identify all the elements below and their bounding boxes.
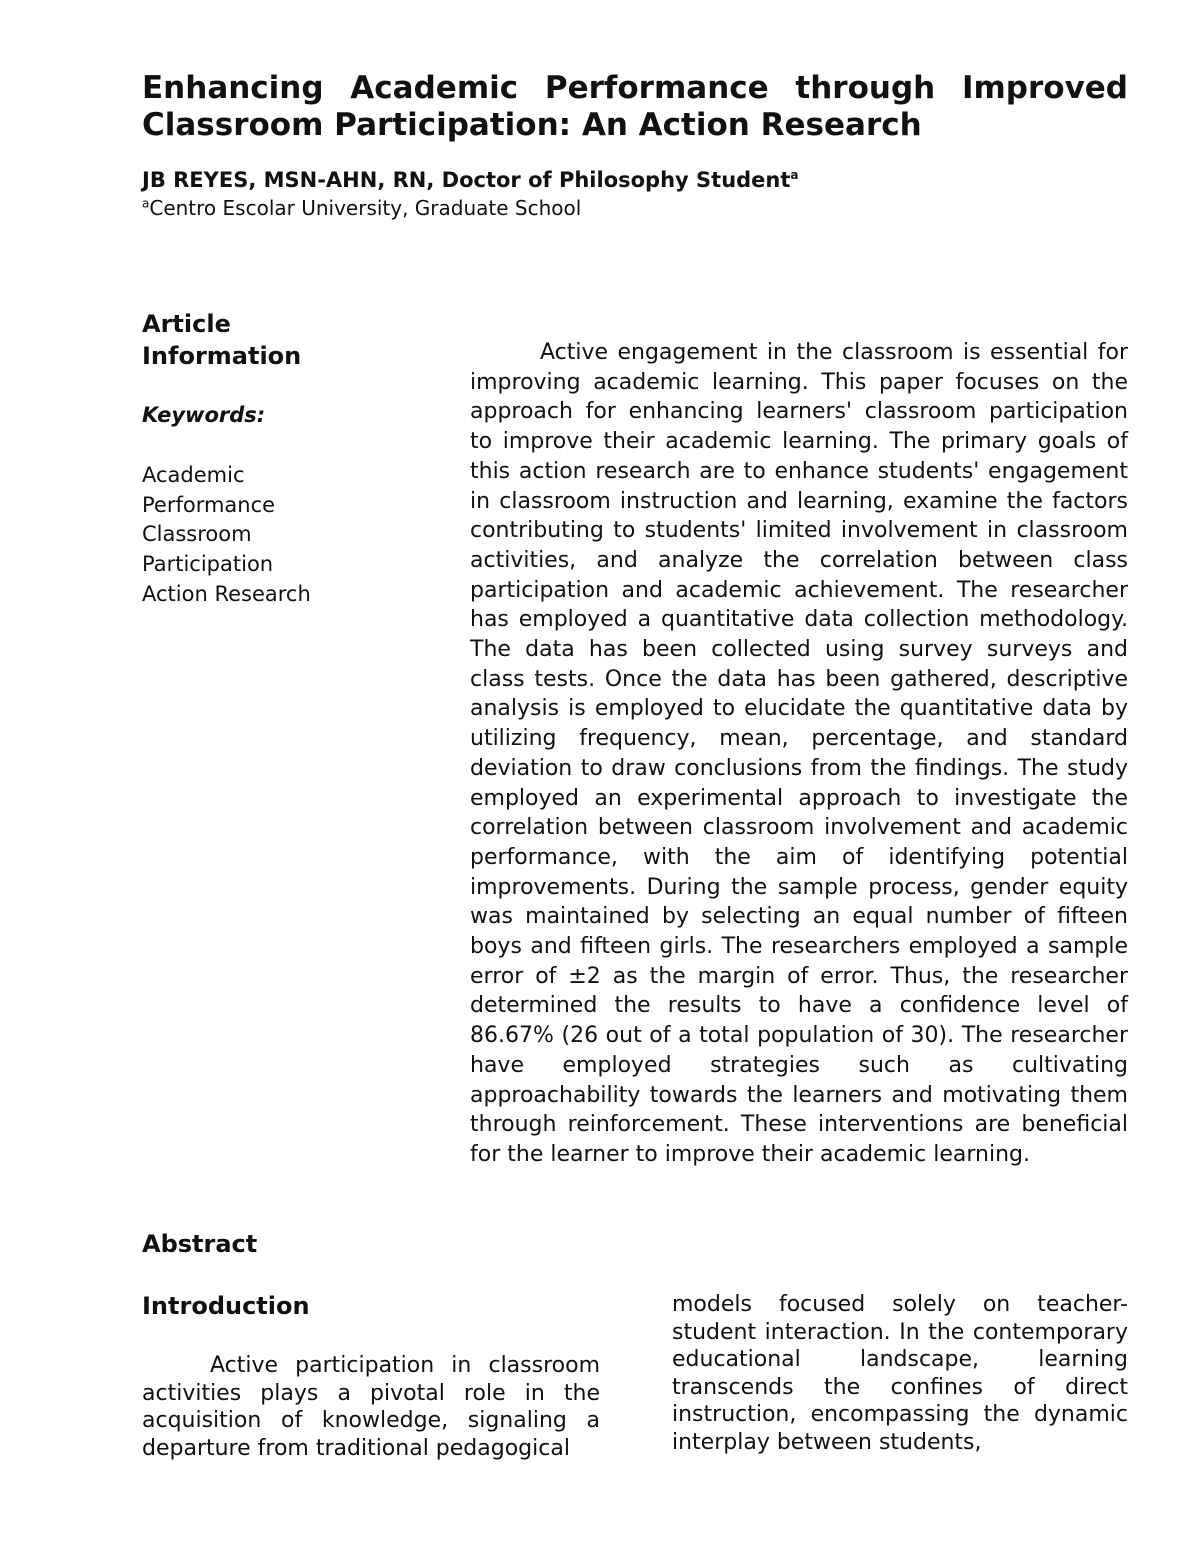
article-info-block [142, 308, 392, 372]
keyword-list [142, 461, 372, 610]
affiliation-marker: a [142, 196, 150, 211]
introduction-column-1: Active participation in classroom activities plays a pivotal role in the acquisition of knowledge, signaling a departure from traditional pedagogical [142, 1353, 600, 1461]
keywords-label: Keywords: [142, 403, 266, 427]
abstract-heading: Abstract [142, 1230, 258, 1258]
affiliation-line [142, 194, 1128, 222]
keyword-item: Participation [142, 552, 274, 577]
author-name: JB REYES, MSN-AHN, RN, Doctor of Philosophy Student [142, 168, 791, 192]
introduction-heading: Introduction [142, 1292, 310, 1320]
keyword-item: Action Research [142, 581, 311, 606]
abstract-text: Active engagement in the classroom is essential for improving academic learning. This paper focuses on the approach for enhancing learners' classroom participation to improve their academic learning. The primary goals of this action research are to enhance students' engagement in classroom instruction and learning, examine the factors contributing to students' limited involvement in classroom activities, and analyze the correlation between class participation and academic achievement. The researcher has employed a quantitative data collection methodology. The data has been collected using survey surveys and class tests. Once the data has been gathered, descriptive analysis is employed to elucidate the quantitative data by utilizing frequency, mean, percentage, and standard deviation to draw conclusions from the findings. The study employed an experimental approach to investigate the correlation between classroom involvement and academic performance, with the aim of identifying potential improvements. During the sample process, gender equity was maintained by selecting an equal number of fifteen boys and fifteen girls. The researchers employed a sample error of ±2 as the margin of error. Thus, the researcher determined the results to have a confidence level of 86.67% (26 out of a total population of 30). The researcher have employed strategies such as cultivating approachability towards the learners and motivating them through reinforcement. These interventions are beneficial for the learner to improve their academic learning. [470, 340, 1128, 1167]
author-line [142, 166, 1128, 194]
keyword-item: Classroom [142, 522, 252, 547]
affiliation-text: Centro Escolar University, Graduate School [149, 196, 582, 220]
keyword-item: Academic [142, 463, 245, 487]
article-info-heading-line2: Information [142, 342, 302, 370]
paper-title: Enhancing Academic Performance through Improved Classroom Participation: An Action Research [142, 70, 1128, 143]
keyword-item: Performance [142, 492, 276, 517]
article-info-heading-line1: Article [142, 310, 231, 338]
author-affiliation-marker: a [790, 168, 799, 182]
introduction-column-2: models focused solely on teacher-student interaction. In the contemporary educational landscape, learning transcends the confines of direct instruction, encompassing the dynamic interplay between students, [672, 1292, 1128, 1455]
